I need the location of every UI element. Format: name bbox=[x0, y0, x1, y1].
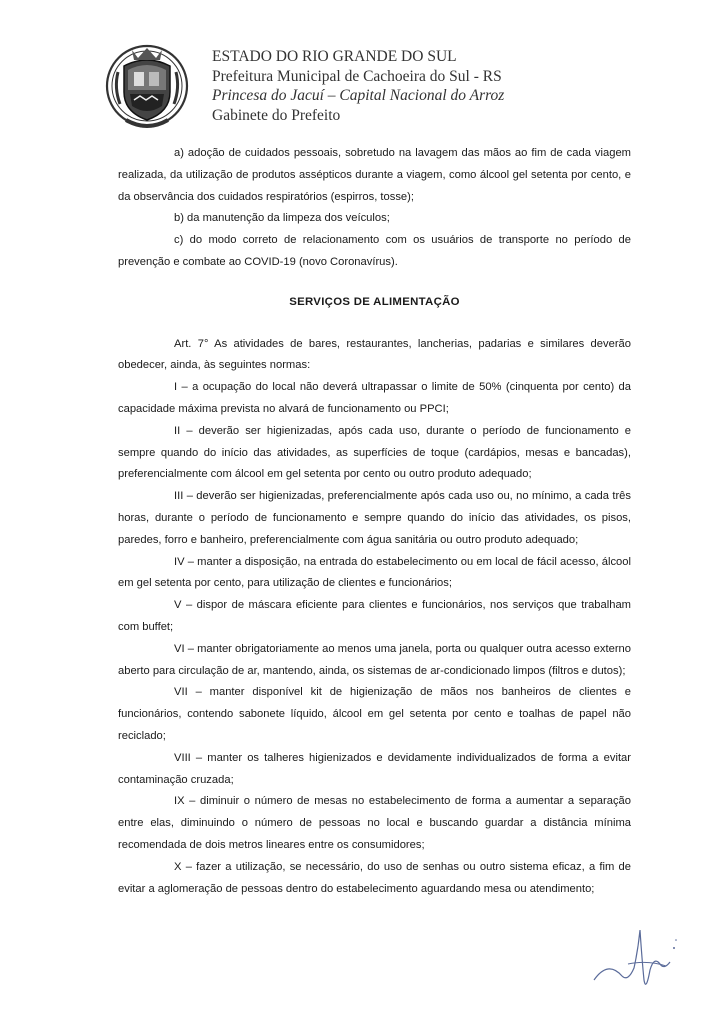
letterhead-state: ESTADO DO RIO GRANDE DO SUL bbox=[212, 48, 457, 65]
municipal-coat-of-arms bbox=[104, 42, 190, 132]
paragraph-item-b: b) da manutenção da limpeza dos veículos; bbox=[174, 212, 390, 225]
paragraph-item-v: V – dispor de máscara eficiente para clientes e funcionários, nos serviços que trabalham com buffet; bbox=[118, 599, 631, 633]
paragraph-item-c: c) do modo correto de relacionamento com os usuários de transporte no período de prevenção e combate ao COVID-19 (novo Coronavírus). bbox=[118, 234, 631, 268]
document-body bbox=[118, 143, 631, 900]
paragraph-item-viii: VIII – manter os talheres higienizados e devidamente individualizados de forma a evitar contaminação cruzada; bbox=[118, 751, 631, 786]
letterhead bbox=[212, 47, 504, 125]
paragraph-item-iv: IV – manter a disposição, na entrada do estabelecimento ou em local de fácil acesso, álcool em gel setenta por cento, para utilização de clientes e funcionários; bbox=[118, 555, 631, 590]
paragraph-item-x: X – fazer a utilização, se necessário, do uso de senhas ou outro sistema eficaz, a fim de evitar a aglomeração de pessoas dentro do estabelecimento aguardando mesa ou atendimento; bbox=[118, 860, 631, 895]
paragraph-item-i: I – a ocupação do local não deverá ultrapassar o limite de 50% (cinquenta por cento) da capacidade máxima prevista no alvará de funcionamento ou PPCI; bbox=[118, 381, 631, 415]
paragraph-item-ix: IX – diminuir o número de mesas no estabelecimento de forma a aumentar a separação entre elas, diminuindo o número de pessoas no local e buscando guardar a distância mínima recomendada de dois metros lineares entre os consumidores; bbox=[118, 795, 631, 851]
section-heading: SERVIÇOS DE ALIMENTAÇÃO bbox=[289, 295, 460, 308]
paragraph-item-iii: III – deverão ser higienizadas, preferencialmente após cada uso ou, no mínimo, a cada três horas, durante o período de funcionamento e sempre quando do início das atividades, os pisos, paredes, forro e banheiro, preferencialmente com água sanitária ou outro produto adequado; bbox=[118, 490, 631, 546]
letterhead-motto: Princesa do Jacuí – Capital Nacional do Arroz bbox=[212, 87, 505, 104]
paragraph-item-a: a) adoção de cuidados pessoais, sobretudo na lavagem das mãos ao fim de cada viagem realizada, da utilização de produtos assépticos durante a viagem, como álcool gel setenta por cento, e da observância dos cuidados respiratórios (espirros, tosse); bbox=[118, 147, 631, 203]
letterhead-office: Gabinete do Prefeito bbox=[212, 106, 341, 124]
paragraph-article-7: Art. 7° As atividades de bares, restaurantes, lancherias, padarias e similares deverão obedecer, ainda, às seguintes normas: bbox=[118, 337, 631, 372]
paragraph-item-ii: II – deverão ser higienizadas, após cada uso, durante o período de funcionamento e sempre quando do início das atividades, as superfícies de toque (cardápios, mesas e bancadas), preferencialmente com álcool em gel setenta por cento ou outro produto adequado; bbox=[118, 424, 631, 481]
paragraph-item-vii: VII – manter disponível kit de higienização de mãos nos banheiros de clientes e funcionários, contendo sabonete líquido, álcool em gel setenta por cento e toalhas de papel não reciclado; bbox=[118, 686, 631, 742]
letterhead-prefecture: Prefeitura Municipal de Cachoeira do Sul - RS bbox=[212, 67, 502, 85]
handwritten-signature bbox=[588, 920, 688, 1000]
paragraph-item-vi: VI – manter obrigatoriamente ao menos uma janela, porta ou qualquer outra acesso externo aberto para circulação de ar, mantendo, ainda, os sistemas de ar-condicionado limpos (filtros e dutos); bbox=[118, 642, 631, 677]
